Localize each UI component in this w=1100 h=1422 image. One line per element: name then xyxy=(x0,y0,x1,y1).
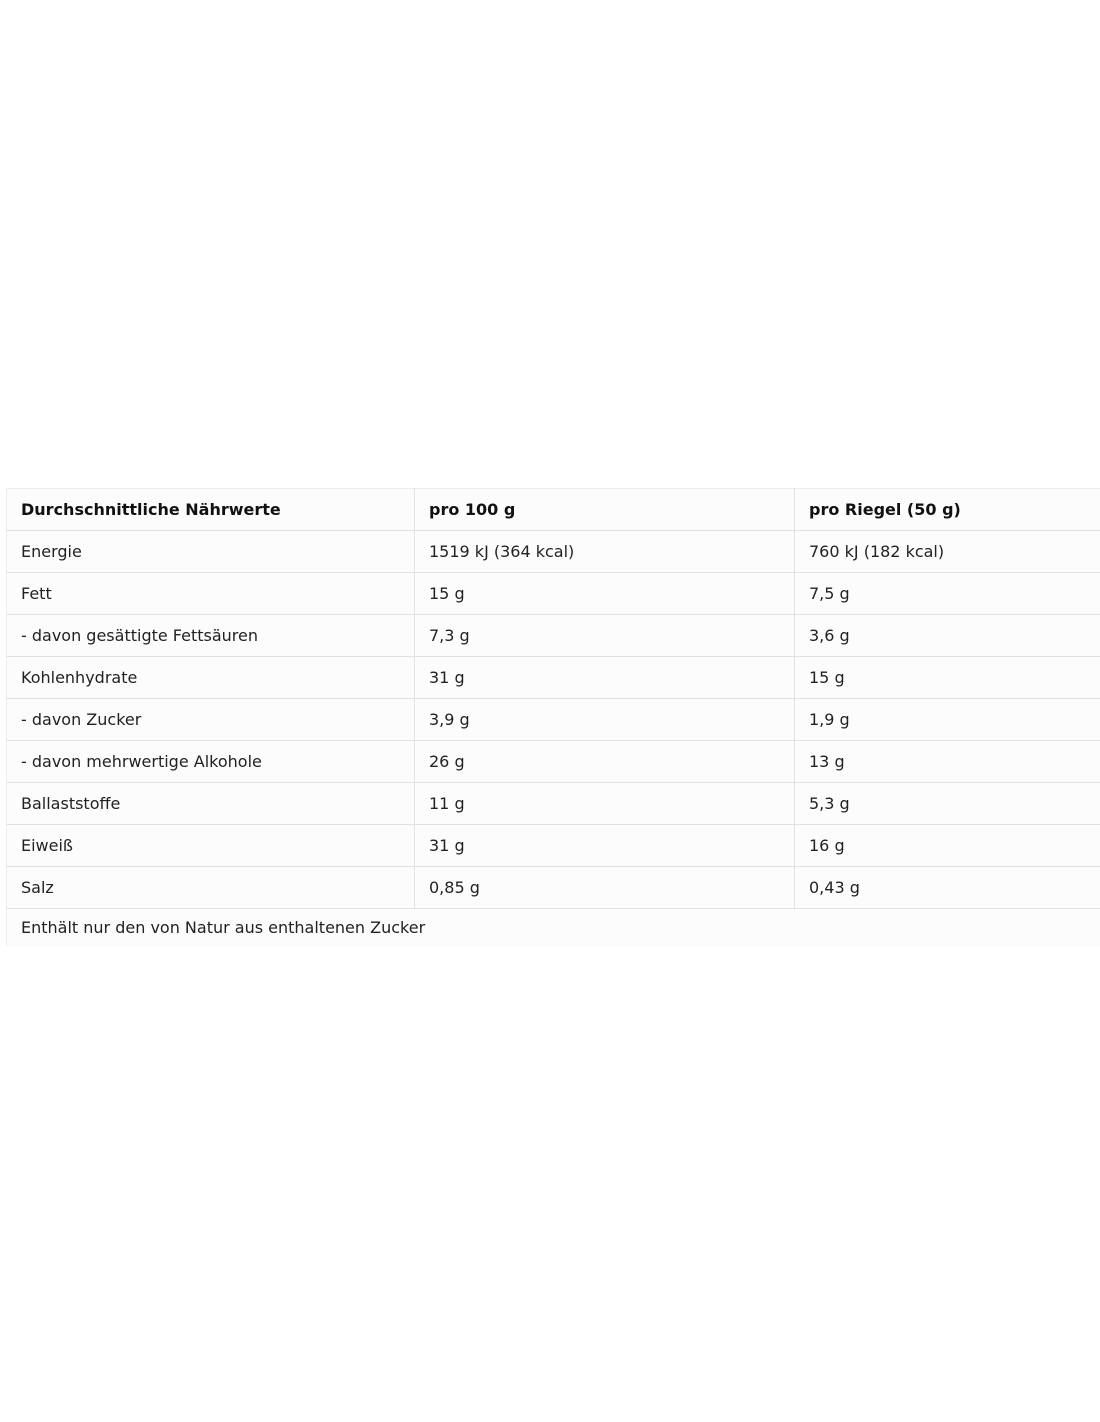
value-per-100g: 1519 kJ (364 kcal) xyxy=(415,531,795,573)
value-per-bar: 5,3 g xyxy=(795,783,1100,825)
table-row xyxy=(7,867,1100,909)
nutrition-table-container xyxy=(6,488,1100,946)
footnote-row xyxy=(7,909,1100,947)
value-per-bar: 0,43 g xyxy=(795,867,1100,909)
table-row xyxy=(7,531,1100,573)
value-per-bar: 13 g xyxy=(795,741,1100,783)
value-per-100g: 11 g xyxy=(415,783,795,825)
table-header-row xyxy=(7,489,1100,531)
value-per-bar: 3,6 g xyxy=(795,615,1100,657)
nutrient-name: - davon mehrwertige Alkohole xyxy=(7,741,415,783)
value-per-bar: 16 g xyxy=(795,825,1100,867)
nutrient-name: Kohlenhydrate xyxy=(7,657,415,699)
value-per-100g: 3,9 g xyxy=(415,699,795,741)
nutrient-name: Salz xyxy=(7,867,415,909)
table-row xyxy=(7,615,1100,657)
nutrient-name: Ballaststoffe xyxy=(7,783,415,825)
value-per-bar: 760 kJ (182 kcal) xyxy=(795,531,1100,573)
table-row xyxy=(7,741,1100,783)
nutrient-name: Fett xyxy=(7,573,415,615)
value-per-100g: 15 g xyxy=(415,573,795,615)
table-row xyxy=(7,699,1100,741)
table-row xyxy=(7,783,1100,825)
nutrient-name: Energie xyxy=(7,531,415,573)
header-per-bar: pro Riegel (50 g) xyxy=(795,489,1100,531)
value-per-100g: 31 g xyxy=(415,657,795,699)
header-nutrient: Durchschnittliche Nährwerte xyxy=(7,489,415,531)
footnote-text: Enthält nur den von Natur aus enthaltenen Zucker xyxy=(7,909,1100,947)
value-per-bar: 15 g xyxy=(795,657,1100,699)
value-per-bar: 1,9 g xyxy=(795,699,1100,741)
table-row xyxy=(7,825,1100,867)
nutrient-name: Eiweiß xyxy=(7,825,415,867)
value-per-100g: 26 g xyxy=(415,741,795,783)
nutrition-table xyxy=(6,488,1100,946)
value-per-100g: 31 g xyxy=(415,825,795,867)
value-per-100g: 7,3 g xyxy=(415,615,795,657)
table-row xyxy=(7,657,1100,699)
value-per-100g: 0,85 g xyxy=(415,867,795,909)
value-per-bar: 7,5 g xyxy=(795,573,1100,615)
header-per-100g: pro 100 g xyxy=(415,489,795,531)
nutrient-name: - davon gesättigte Fettsäuren xyxy=(7,615,415,657)
table-row xyxy=(7,573,1100,615)
nutrient-name: - davon Zucker xyxy=(7,699,415,741)
